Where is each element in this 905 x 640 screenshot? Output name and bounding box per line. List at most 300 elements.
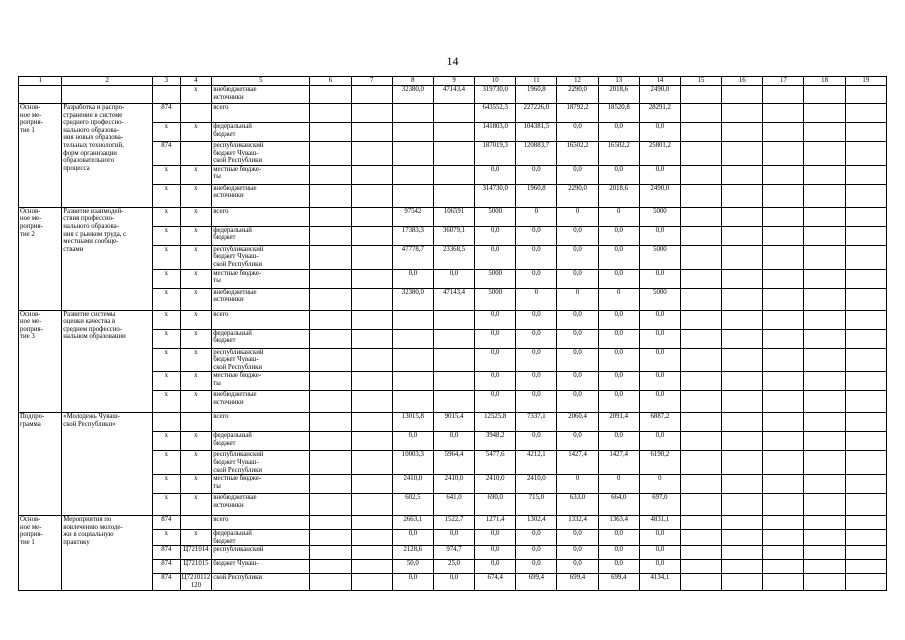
value-cell [433,104,474,123]
value-cell [310,184,351,207]
value-cell [351,310,392,329]
value-cell: 0,0 [516,348,557,372]
empty-cell [722,288,763,310]
header-cell: 10 [475,77,516,86]
empty-cell [722,207,763,226]
empty-cell [845,574,886,590]
value-cell: 0,0 [557,123,598,142]
code-cell: х [180,530,212,546]
empty-cell [763,516,804,530]
table-row [19,413,887,432]
value-cell: 2410,0 [516,475,557,494]
value-cell: 6887,2 [639,413,680,432]
value-cell: 0,0 [639,432,680,451]
empty-cell [722,560,763,574]
item-name-cell: Разработка и распро- странение в системе среднего профессио- нального образова- ния новых образова- тельных технологий, форм организации образовательного процесса [62,104,153,208]
value-cell: 0,0 [516,530,557,546]
value-cell [351,451,392,475]
empty-cell [680,451,721,475]
empty-cell [845,104,886,123]
value-cell: 0,0 [639,560,680,574]
empty-cell [804,288,845,310]
code-cell: х [153,123,180,142]
empty-cell [763,391,804,413]
empty-cell [722,516,763,530]
table-row [19,207,887,226]
value-cell [351,288,392,310]
code-cell: 874 [153,142,180,166]
empty-cell [680,494,721,516]
funding-source-cell: внебюджетные источники [212,184,310,207]
value-cell: 2410,0 [392,475,433,494]
value-cell: 17383,3 [392,226,433,245]
empty-cell [845,310,886,329]
value-cell [392,329,433,348]
header-cell: 18 [804,77,845,86]
header-cell: 15 [680,77,721,86]
code-cell: х [153,184,180,207]
empty-cell [763,104,804,123]
value-cell: 141803,0 [475,123,516,142]
funding-source-cell: внебюджетные источники [212,86,310,104]
empty-cell [722,475,763,494]
value-cell: 0,0 [598,245,639,269]
empty-cell [763,494,804,516]
funding-source-cell: внебюджетные источники [212,391,310,413]
value-cell: 0,0 [557,348,598,372]
empty-cell [680,123,721,142]
value-cell: 1302,4 [516,516,557,530]
code-cell: х [153,245,180,269]
value-cell [310,207,351,226]
empty-cell [845,329,886,348]
value-cell: 16502,2 [557,142,598,166]
value-cell: 633,0 [557,494,598,516]
value-cell: 0,0 [598,546,639,560]
value-cell [392,391,433,413]
header-cell: 6 [310,77,351,86]
empty-cell [680,560,721,574]
value-cell: 0,0 [557,530,598,546]
value-cell: 0,0 [475,560,516,574]
value-cell: 0,0 [598,372,639,391]
value-cell: 0 [639,475,680,494]
value-cell: 641,0 [433,494,474,516]
empty-cell [845,494,886,516]
item-type-cell: Основ- ное ме- роприя- тие 1 [19,104,62,208]
budget-table [18,76,887,591]
empty-cell [804,451,845,475]
value-cell [433,310,474,329]
code-cell [153,86,180,104]
header-cell: 7 [351,77,392,86]
code-cell: х [153,451,180,475]
value-cell [392,165,433,184]
value-cell: 50,0 [392,560,433,574]
value-cell: 1522,7 [433,516,474,530]
empty-cell [680,546,721,560]
empty-cell [804,391,845,413]
funding-source-cell: республиканский бюджет Чуваш- ской Республики [212,451,310,475]
empty-cell [680,245,721,269]
value-cell: 0,0 [639,348,680,372]
code-cell: х [180,86,212,104]
value-cell [351,104,392,123]
empty-cell [845,516,886,530]
code-cell: х [153,530,180,546]
value-cell [310,104,351,123]
empty-cell [804,104,845,123]
value-cell: 0,0 [516,372,557,391]
value-cell [310,269,351,288]
code-cell: х [153,432,180,451]
empty-cell [804,530,845,546]
empty-cell [680,413,721,432]
value-cell: 0,0 [475,245,516,269]
code-cell: х [153,165,180,184]
value-cell: 18520,8 [598,104,639,123]
value-cell [351,546,392,560]
empty-cell [845,165,886,184]
empty-cell [722,245,763,269]
empty-cell [763,432,804,451]
item-name-cell: Развитие системы оценки качества в среднем профессио- нальном образовании [62,310,153,413]
empty-cell [845,86,886,104]
value-cell: 23368,5 [433,245,474,269]
value-cell: 2128,6 [392,546,433,560]
value-cell: 36079,1 [433,226,474,245]
code-cell: х [153,288,180,310]
value-cell: 0,0 [433,269,474,288]
empty-cell [722,546,763,560]
empty-cell [680,372,721,391]
value-cell [433,329,474,348]
code-cell: х [180,329,212,348]
funding-source-cell: федеральный бюджет [212,530,310,546]
empty-cell [680,348,721,372]
value-cell [351,372,392,391]
value-cell: 28291,2 [639,104,680,123]
value-cell: 2018,6 [598,184,639,207]
value-cell: 0,0 [557,269,598,288]
value-cell [351,432,392,451]
empty-cell [804,475,845,494]
funding-source-cell: местные бюдже- ты [212,269,310,288]
empty-cell [722,372,763,391]
value-cell: 5964,4 [433,451,474,475]
empty-cell [845,530,886,546]
empty-cell [680,288,721,310]
value-cell: 1960,8 [516,86,557,104]
empty-cell [722,530,763,546]
value-cell: 0,0 [639,530,680,546]
empty-cell [845,413,886,432]
code-cell: х [180,494,212,516]
header-cell: 13 [598,77,639,86]
empty-cell [845,560,886,574]
empty-cell [722,348,763,372]
funding-source-cell: всего [212,310,310,329]
empty-cell [763,546,804,560]
value-cell: 25,0 [433,560,474,574]
value-cell: 2663,1 [392,516,433,530]
item-type-cell: Основ- ное ме- роприя- тие 3 [19,310,62,413]
value-cell [392,310,433,329]
value-cell: 5000 [639,288,680,310]
value-cell: 0,0 [639,391,680,413]
value-cell: 0,0 [557,310,598,329]
value-cell: 0,0 [475,165,516,184]
value-cell: 5000 [639,207,680,226]
value-cell: 0,0 [598,391,639,413]
value-cell [310,142,351,166]
empty-cell [845,451,886,475]
value-cell: 699,4 [557,574,598,590]
empty-cell [722,574,763,590]
code-cell: х [180,207,212,226]
value-cell: 2490,0 [639,86,680,104]
empty-cell [845,142,886,166]
value-cell [310,245,351,269]
value-cell: 0,0 [639,165,680,184]
value-cell: 0,0 [598,269,639,288]
empty-cell [680,165,721,184]
value-cell: 2290,0 [557,184,598,207]
value-cell [351,348,392,372]
code-cell: х [153,310,180,329]
value-cell: 0,0 [475,329,516,348]
header-row [19,77,887,86]
value-cell [351,494,392,516]
empty-cell [804,516,845,530]
empty-cell [722,269,763,288]
empty-cell [680,391,721,413]
value-cell: 0,0 [433,574,474,590]
funding-source-cell: республиканский [212,546,310,560]
code-cell: х [153,391,180,413]
funding-source-cell: всего [212,104,310,123]
value-cell: 12525,8 [475,413,516,432]
value-cell: 0,0 [516,329,557,348]
value-cell: 0,0 [598,226,639,245]
table-row [19,104,887,123]
empty-cell [845,348,886,372]
code-cell: х [180,184,212,207]
empty-cell [722,329,763,348]
empty-cell [680,142,721,166]
value-cell: 690,0 [475,494,516,516]
code-cell: х [180,432,212,451]
empty-cell [845,288,886,310]
value-cell: 5000 [475,207,516,226]
value-cell: 0,0 [557,560,598,574]
value-cell: 0,0 [392,574,433,590]
empty-cell [722,413,763,432]
empty-cell [804,142,845,166]
value-cell: 0 [557,475,598,494]
header-cell: 11 [516,77,557,86]
value-cell [351,413,392,432]
funding-source-cell: федеральный бюджет [212,432,310,451]
empty-cell [763,245,804,269]
value-cell: 0,0 [598,165,639,184]
empty-cell [763,451,804,475]
value-cell: 0,0 [475,226,516,245]
value-cell: 0 [598,288,639,310]
value-cell [433,391,474,413]
empty-cell [804,165,845,184]
code-cell: х [180,372,212,391]
value-cell: 0,0 [516,310,557,329]
header-cell: 8 [392,77,433,86]
value-cell: 10003,3 [392,451,433,475]
value-cell [392,184,433,207]
value-cell: 32380,0 [392,288,433,310]
value-cell: 0,0 [516,245,557,269]
code-cell [180,413,212,432]
value-cell: 699,4 [516,574,557,590]
empty-cell [763,560,804,574]
funding-source-cell: местные бюдже- ты [212,475,310,494]
empty-cell [845,123,886,142]
value-cell: 0,0 [392,269,433,288]
empty-cell [680,574,721,590]
empty-cell [845,245,886,269]
empty-cell [680,310,721,329]
empty-cell [845,432,886,451]
table-row [19,516,887,530]
empty-cell [763,372,804,391]
code-cell [180,516,212,530]
code-cell: х [180,245,212,269]
funding-source-cell: федеральный бюджет [212,329,310,348]
funding-source-cell: республиканский бюджет Чуваш- ской Республики [212,142,310,166]
value-cell: 1427,4 [598,451,639,475]
empty-cell [804,560,845,574]
value-cell: 6190,2 [639,451,680,475]
value-cell: 0,0 [392,432,433,451]
funding-source-cell: ской Республики [212,574,310,590]
value-cell [351,123,392,142]
value-cell: 5000 [475,269,516,288]
value-cell [310,546,351,560]
code-cell [180,142,212,166]
empty-cell [845,269,886,288]
code-cell [180,104,212,123]
empty-cell [722,451,763,475]
value-cell [392,142,433,166]
value-cell: 314730,0 [475,184,516,207]
header-cell: 2 [62,77,153,86]
code-cell: х [180,226,212,245]
value-cell [351,574,392,590]
value-cell: 0,0 [639,310,680,329]
funding-source-cell: федеральный бюджет [212,123,310,142]
code-cell: х [180,123,212,142]
value-cell: 13015,8 [392,413,433,432]
item-type-cell: Основ- ное ме- роприя- тие 2 [19,207,62,310]
item-name-cell: Мероприятия по вовлечению молоде- жи в социальную практику [62,516,153,590]
value-cell [351,207,392,226]
value-cell [310,86,351,104]
value-cell: 0,0 [516,269,557,288]
empty-cell [763,348,804,372]
value-cell: 0,0 [433,432,474,451]
value-cell: 602,5 [392,494,433,516]
empty-cell [763,288,804,310]
header-cell: 3 [153,77,180,86]
value-cell: 697,0 [639,494,680,516]
empty-cell [763,413,804,432]
value-cell [310,413,351,432]
code-cell: 874 [153,560,180,574]
code-cell: х [153,329,180,348]
empty-cell [680,269,721,288]
value-cell [310,451,351,475]
code-cell: х [153,494,180,516]
funding-source-cell: республиканский бюджет Чуваш- ской Республики [212,348,310,372]
code-cell: х [180,310,212,329]
value-cell: 25801,2 [639,142,680,166]
funding-source-cell: всего [212,207,310,226]
value-cell: 0,0 [598,329,639,348]
value-cell [351,560,392,574]
value-cell: 47143,4 [433,288,474,310]
code-cell: х [153,207,180,226]
value-cell: 187019,3 [475,142,516,166]
empty-cell [845,226,886,245]
empty-cell [804,432,845,451]
empty-cell [722,104,763,123]
value-cell: 5000 [639,245,680,269]
empty-cell [804,86,845,104]
value-cell [433,142,474,166]
empty-cell [680,475,721,494]
code-cell: х [180,348,212,372]
header-cell: 12 [557,77,598,86]
code-cell: 874 [153,516,180,530]
header-cell: 17 [763,77,804,86]
budget-table-container [18,76,887,591]
value-cell: 0,0 [516,165,557,184]
empty-cell [763,574,804,590]
page-number: 14 [446,54,459,68]
value-cell: 0,0 [557,329,598,348]
value-cell: 0 [516,288,557,310]
value-cell: 5000 [475,288,516,310]
empty-cell [804,207,845,226]
value-cell: 643552,3 [475,104,516,123]
value-cell [351,516,392,530]
funding-source-cell: федеральный бюджет [212,226,310,245]
value-cell: 227226,0 [516,104,557,123]
value-cell [351,142,392,166]
item-type-cell: Основ- ное ме- роприя- тие 1 [19,516,62,590]
value-cell [310,310,351,329]
empty-cell [845,546,886,560]
empty-cell [845,391,886,413]
value-cell: 0,0 [639,269,680,288]
code-cell: х [180,451,212,475]
empty-cell [804,413,845,432]
empty-cell [763,329,804,348]
empty-cell [804,245,845,269]
header-cell: 5 [212,77,310,86]
funding-source-cell: всего [212,413,310,432]
funding-source-cell: внебюджетные источники [212,494,310,516]
item-name-cell: «Молодежь Чуваш- ской Республики» [62,413,153,516]
value-cell [310,372,351,391]
